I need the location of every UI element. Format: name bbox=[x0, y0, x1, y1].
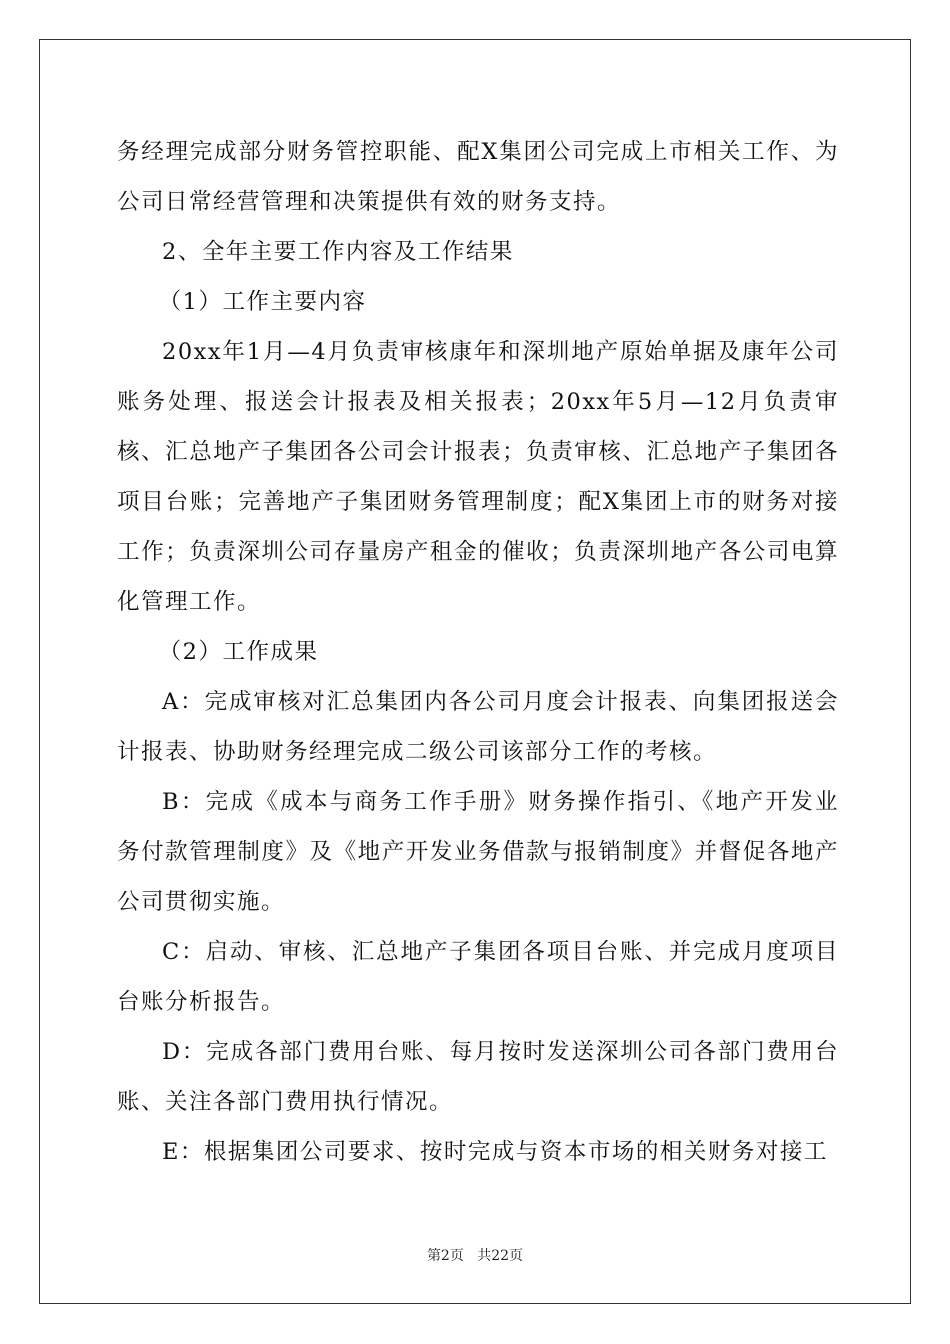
section-heading: 2、全年主要工作内容及工作结果 bbox=[162, 239, 514, 265]
subsection-heading: （1）工作主要内容 bbox=[158, 289, 367, 315]
list-item: B：完成《成本与商务工作手册》财务操作指引、《地产开发业务付款管理制度》及《地产开发业务借款与报销制度》并督促各地产公司贯彻实施。 bbox=[117, 789, 839, 915]
document-body bbox=[117, 127, 839, 1177]
list-item: A：完成审核对汇总集团内各公司月度会计报表、向集团报送会计报表、协助财务经理完成二级公司该部分工作的考核。 bbox=[117, 689, 839, 765]
page-footer bbox=[0, 1245, 950, 1265]
paragraph: 务经理完成部分财务管控职能、配X集团公司完成上市相关工作、为公司日常经营管理和决策提供有效的财务支持。 bbox=[117, 139, 839, 215]
total-pages: 共22页 bbox=[477, 1248, 524, 1264]
page-number: 第2页 bbox=[426, 1248, 464, 1264]
list-item: E：根据集团公司要求、按时完成与资本市场的相关财务对接工 bbox=[162, 1139, 828, 1165]
subsection-heading: （2）工作成果 bbox=[158, 639, 319, 665]
list-item: C：启动、审核、汇总地产子集团各项目台账、并完成月度项目台账分析报告。 bbox=[117, 939, 839, 1015]
list-item: D：完成各部门费用台账、每月按时发送深圳公司各部门费用台账、关注各部门费用执行情况。 bbox=[117, 1039, 839, 1115]
paragraph: 20xx年1月—4月负责审核康年和深圳地产原始单据及康年公司账务处理、报送会计报表及相关报表；20xx年5月—12月负责审核、汇总地产子集团各公司会计报表；负责审核、汇总地产子集团各项目台账；完善地产子集团财务管理制度；配X集团上市的财务对接工作；负责深圳公司存量房产租金的催收；负责深圳地产各公司电算化管理工作。 bbox=[117, 339, 839, 615]
